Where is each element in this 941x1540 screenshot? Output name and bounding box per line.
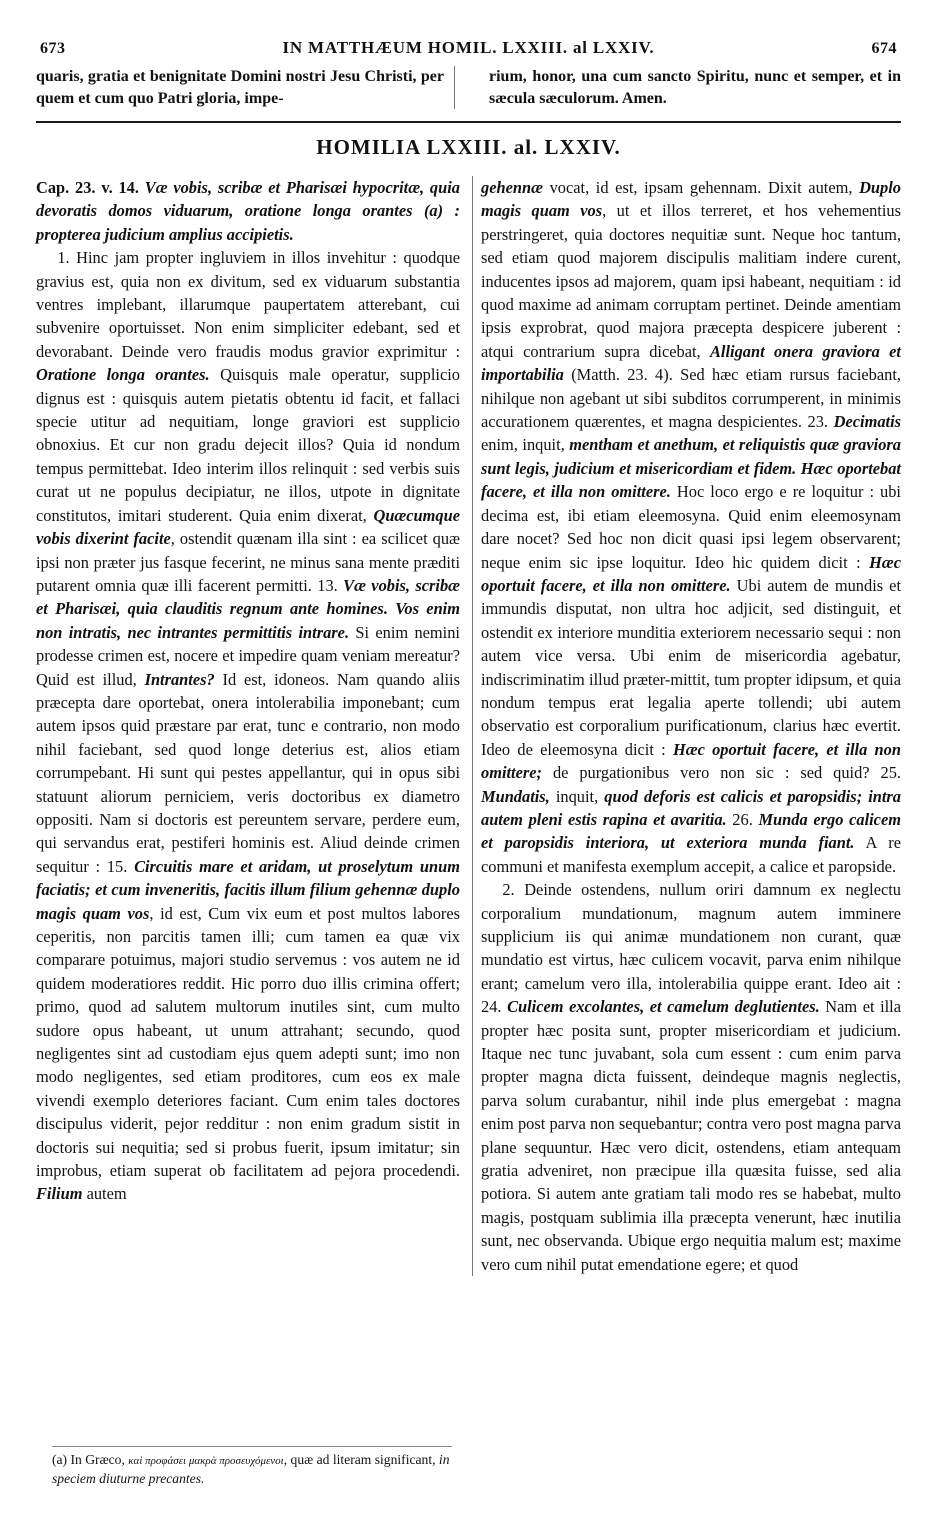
top-left-text: quaris, gratia et benignitate Domini nostri Jesu Christi, per quem et cum quo Patri gloria, impe-: [36, 66, 455, 109]
verse-run: mentham et anethum, et reliquistis quæ graviora sunt legis, judicium et misericordiam et fidem. Hæc oportebat facere, et illa non omittere.: [481, 435, 901, 502]
text-run: enim, inquit,: [481, 435, 565, 455]
verse-run: quod deforis est calicis et paropsidis; intra autem pleni estis rapina et avaritia.: [481, 786, 901, 829]
running-title: IN MATTHÆUM HOMIL. LXXIII. al LXXIV.: [282, 38, 655, 57]
verse-run: Circuitis mare et aridam, ut proselytum unum faciatis; et cum inveneritis, facitis illum filium gehennæ duplo magis quam vos: [36, 856, 460, 923]
verse-run: Duplo magis quam vos: [481, 178, 901, 221]
text-run: Id est, idoneos. Nam quando aliis præcepta dare oportebat, onera intolerabilia imponebant; cum autem ipsos quid præstare par erat, tunc e contrario, non modo nihil faciebant, sed quod longe deterius est, alios etiam corrumpebant. Hi sunt qui pestes appellantur, qui in opus sibi statuunt aliorum perniciem, veris doctoribus ex diametro oppositi. Nam si doctoris est pereuntem servare, perdere eum, qui servandus erat, pestiferi hominis est. Aliud deinde crimen sequitur : 15.: [36, 669, 460, 876]
verse-run: Alligant onera graviora et importabilia: [481, 341, 901, 385]
verse-run: Munda ergo calicem et paropsidis interiora, ut exteriora munda fiant.: [481, 809, 901, 853]
verse-run: Intrantes?: [144, 669, 215, 689]
text-run: A re communi et manifesta exemplum accepit, a calice et paropside.: [481, 833, 901, 876]
caput-paragraph: [36, 176, 460, 246]
text-run: de purgationibus vero non sic : sed quid? 25.: [552, 763, 901, 783]
caput-reference: Cap. 23. v. 14.: [36, 178, 139, 197]
footnote-italic: in speciem diuturne precantes.: [52, 1452, 450, 1486]
verse-run: gehennæ: [481, 178, 543, 197]
paragraph-2: [481, 878, 901, 1276]
footnote: [52, 1446, 452, 1487]
top-right-text: rium, honor, una cum sancto Spiritu, nunc et semper, et in sæcula sæculorum. Amen.: [489, 68, 901, 107]
verse-run: Hæc oportuit facere, et illa non omittere.: [481, 552, 901, 595]
text-run: , ostendit quænam illa sint : ea scilicet quæ ipsi non præter jus fasque fecerint, ne minus sana mente præditi putarent omnia quæ illi facerent permitti. 13.: [36, 529, 460, 595]
text-run: 2. Deinde ostendens, nullum oriri damnum ex neglectu corporalium mundationum, magnum autem imminere supplicium iis qui animæ mundationem non curant, quæ mundatio est virtus, hæc culicem vocavit, parva enim nihilque erant; camelum vero illa, intolerabilia quippe erant. Ideo ait : 24.: [481, 880, 901, 1017]
text-run: Hoc loco ergo e re loquitur : ubi decima est, ibi etiam eleemosyna. Quid enim eleemosynam dare nocet? Sed hoc non dicit quasi ipsi legem observarent; neque enim sic ipse loquitur. Ideo hic quidem dicit :: [481, 482, 901, 572]
page-number-right: 674: [871, 40, 897, 57]
caput-verse: Væ vobis, scribæ et Pharisæi hypocritæ, quia devoratis domos viduarum, oratione longa orantes (a) : propterea judicium amplius accipietis.: [36, 178, 460, 244]
verse-run: Decimatis: [833, 412, 902, 432]
page-number-left: 673: [40, 40, 66, 57]
preceding-homily-ending: [36, 66, 901, 109]
text-run: autem: [86, 1184, 127, 1204]
verse-run: Væ vobis, scribæ et Pharisæi, quia clauditis regnum ante homines. Vos enim non intratis, nec intrantes permittitis intrare.: [36, 575, 460, 642]
left-column: [36, 176, 473, 1276]
text-run: , id est, Cum vix eum et post multos labores ceperitis, non parcitis tamen illi; cum tamen ea quæ vix comparare potuimus, majori studio servemus : vos autem ne id quidem moderatiores reddit. Hic porro duo illis crimina offert; primo, quod ad salutem multorum inutiles sint, cum multo sudore opus habeant, ut unum attrahant; secundo, quod negligentes sint ad custodiam ejus quem adepti sunt; imo non modo negligentes, sed etiam proditores, cum eos ex male vivendi exemplo deteriores faciant. Cum enim tales doctores discipulus viderit, pejor redditur : non enim gradum sistit in doctoris sui nequitia; sed si probus fuerit, ipsum imitatur; sin improbus, etiam superat ob facilitatem ad pejora procedendi.: [36, 903, 461, 1181]
text-run: Si enim nemini prodesse crimen est, nocere et impedire quam veniam mereatur? Quid est illud,: [36, 622, 460, 689]
footnote-greek: καὶ προφάσει μακρὰ προσευχόμενοι: [128, 1455, 284, 1467]
footnote-text: In Græco,: [70, 1452, 125, 1467]
right-column: [481, 176, 901, 1276]
text-run: , ut et illos terreret, et hos vehementius perstringeret, quia doctores nequitiæ sunt. Neque hoc tantum, sed etiam quod majorem discipulis malitiam indere curent, inducentes ipsos ad majorem, quam ipsi habeant, nequitiam : id quod maxime ad animam corruptam pertinet. Deinde amentiam ipsis exprobrat, quod majora præcepta despicere juberent : atqui contrarium supra dicebat,: [481, 201, 901, 361]
text-run: (Matth. 23. 4). Sed hæc etiam rursus faciebant, nihilque non agebant ut sibi subditos corrumperent, in minimis accurationem quærentes, et magna despicientes. 23.: [481, 365, 901, 432]
homily-title: HOMILIA LXXIII. al. LXXIV.: [316, 135, 621, 159]
text-run: inquit,: [555, 786, 599, 806]
text-run: 26.: [732, 809, 753, 829]
verse-run: Quæcumque vobis dixerint facite: [36, 505, 460, 549]
text-run: vocat, id est, ipsam gehennam. Dixit autem,: [549, 178, 853, 197]
paragraph-1: [36, 246, 460, 1206]
text-run: 1. Hinc jam propter ingluviem in illos invehitur : quodque gravius est, quia non ex divitum, sed ex viduarum substantia ventres implebant, illarumque paupertatem atterebant, cui subvenire oportuisset. Non enim simpliciter edebant, sed et devorabant. Deinde vero fraudis modus gravior exprimitur :: [36, 248, 460, 361]
body-columns: [36, 176, 901, 1276]
verse-run: Culicem excolantes, et camelum deglutientes.: [507, 997, 820, 1017]
text-run: Ubi autem de mundis et immundis disputat, non ultra hoc adjicit, sed distinguit, et ostendit ex interiore munditia exteriorem necessario sequi : non autem vice versa. Ubi enim de misericordia agebatur, indiscriminatim illud præter-mittit, tum propter idipsum, et quia nondum tempus erat legalia aperte tollendi; ubi autem observatio est corporalium purificationum, clarius hæc evertit. Ideo de eleemosyna dicit :: [481, 575, 901, 759]
verse-run: Hæc oportuit facere, et illa non omittere;: [481, 739, 901, 783]
verse-run: Mundatis,: [481, 786, 550, 806]
page-header: [36, 38, 901, 66]
text-run: Quisquis male operatur, supplicio dignus est : quisquis autem pietatis obtentu id facit, et fallaci specie utitur ad nequitiam, longe graviori est supplicio obnoxius. Et cur non gradu dejecit illos? Quia id nondum tempus permittebat. Ideo interim illos relinquit : sed verbis suis curat ut ne populus decipiatur, ne illos, utpote in dignitate constitutos, imitari studerent. Quia enim dixerat,: [36, 365, 460, 525]
paragraph-1-continued: [481, 176, 901, 878]
footnote-text: , quæ ad literam significant,: [283, 1452, 436, 1467]
section-divider: [36, 121, 901, 123]
footnote-marker: (a): [52, 1452, 68, 1467]
text-run: Nam et illa propter hæc posita sunt, propter misericordiam et judicium. Itaque nec tunc juvabant, sola cum essent : cum enim parva propter magna dicta fuissent, deindeque magnis neglectis, parva solum curabantur, nihil inde plus emergebat : magna enim post parva non sequebantur; contra vero post magna parva plane sequuntur. Hæc vero dicit, ostendens, etiam antequam gratia adveniret, non præcipue illa quæsita fuisse, sed alia potiora. Si autem ante gratiam tali modo res se habebat, multo magis, postquam sublimia illa præcepta venerunt, hæc inutilia sunt, nec observanda. Ubique ergo nequitia malum est; maxime vero cum nihil putat emendatione egere; et quod: [481, 997, 902, 1274]
verse-run: Filium: [36, 1184, 83, 1204]
verse-run: Oratione longa orantes.: [36, 365, 210, 385]
